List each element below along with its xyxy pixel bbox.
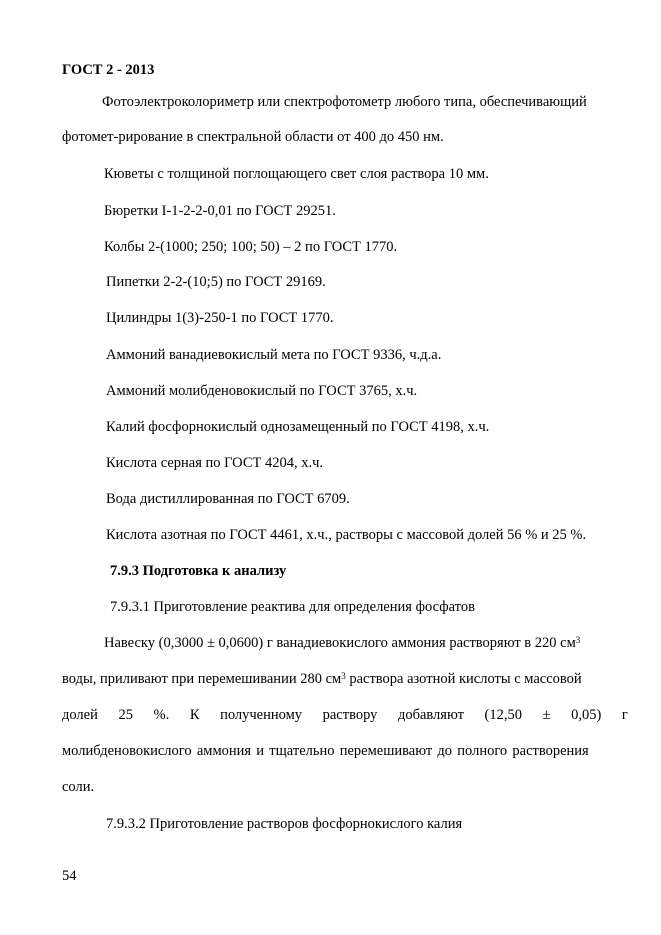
equipment-item: Кислота азотная по ГОСТ 4461, х.ч., растворы с массовой долей 56 % и 25 %. xyxy=(106,527,587,543)
equipment-item: Калий фосфорнокислый однозамещенный по ГОСТ 4198, х.ч. xyxy=(106,419,490,435)
document-header: ГОСТ 2 - 2013 xyxy=(62,62,155,78)
equipment-item: Пипетки 2-2-(10;5) по ГОСТ 29169. xyxy=(106,274,326,290)
para2-line5: соли. xyxy=(62,779,95,795)
page-number: 54 xyxy=(62,868,77,884)
para2-line1 xyxy=(104,634,628,652)
equipment-item: Аммоний молибденовокислый по ГОСТ 3765, х.ч. xyxy=(106,383,418,399)
equipment-item: Вода дистиллированная по ГОСТ 6709. xyxy=(106,491,350,507)
equipment-item: Кислота серная по ГОСТ 4204, х.ч. xyxy=(106,455,324,471)
equipment-item: Аммоний ванадиевокислый мета по ГОСТ 9336, ч.д.а. xyxy=(106,347,442,363)
para2-line1-text: Навеску (0,3000 ± 0,0600) г ванадиевокислого аммония растворяют в 220 $см^3$ xyxy=(104,635,581,651)
section-heading: 7.9.3 Подготовка к анализу xyxy=(110,563,287,579)
para2-line4: молибденовокислого аммония и тщательно перемешивают до полного растворения xyxy=(62,743,589,759)
para2-line3: долей 25 %. К полученному раствору добавляют (12,50 ± 0,05) г xyxy=(62,707,628,723)
equipment-item: Кюветы с толщиной поглощающего свет слоя раствора 10 мм. xyxy=(104,166,489,182)
para1-line1: Фотоэлектроколориметр или спектрофотометр любого типа, обеспечивающий xyxy=(102,94,587,110)
para2-line2: воды, приливают при перемешивании 280 $см^3$ раствора азотной кислоты с массовой xyxy=(62,671,582,687)
equipment-item: Колбы 2-(1000; 250; 100; 50) – 2 по ГОСТ 1770. xyxy=(104,239,398,255)
subsection-heading-2: 7.9.3.2 Приготовление растворов фосфорнокислого калия xyxy=(106,816,463,832)
equipment-item: Цилиндры 1(3)-250-1 по ГОСТ 1770. xyxy=(106,310,334,326)
equipment-item: Бюретки I-1-2-2-0,01 по ГОСТ 29251. xyxy=(104,203,336,219)
para1-line2: фотомет-рирование в спектральной области от 400 до 450 нм. xyxy=(62,129,444,145)
subsection-heading-1: 7.9.3.1 Приготовление реактива для определения фосфатов xyxy=(110,599,475,615)
